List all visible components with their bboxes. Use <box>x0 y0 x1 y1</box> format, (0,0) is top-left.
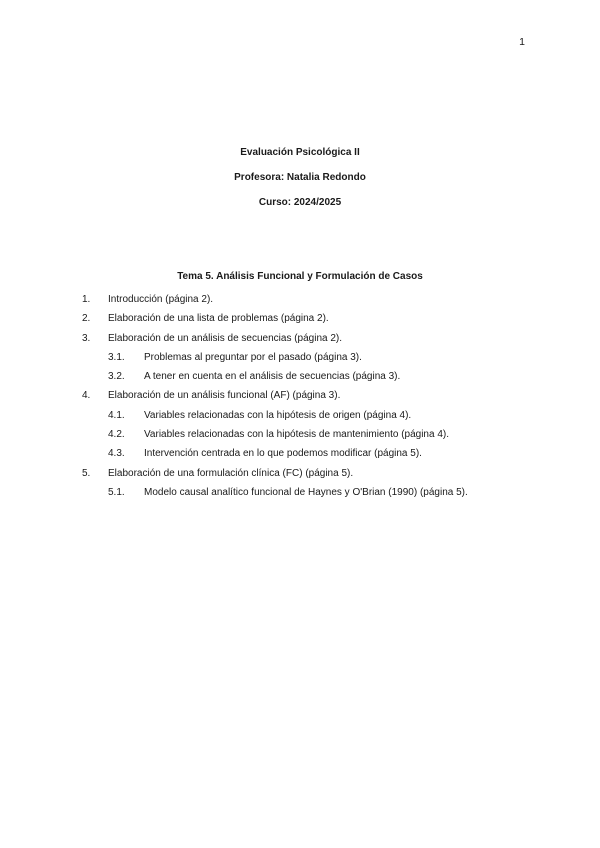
toc-item-text: Variables relacionadas con la hipótesis de mantenimiento (página 4). <box>144 429 449 441</box>
toc-item-number: 3.1. <box>108 351 125 363</box>
subject-title: Evaluación Psicológica II <box>240 147 360 158</box>
toc-item <box>0 312 600 331</box>
toc-item-text: Problemas al preguntar por el pasado (página 3). <box>144 351 362 363</box>
toc-item-number: 5. <box>82 467 91 479</box>
toc-subitem <box>0 409 600 428</box>
toc-item <box>0 389 600 408</box>
toc-item-number: 2. <box>82 313 91 325</box>
table-of-contents <box>0 293 600 505</box>
toc-subitem <box>0 447 600 466</box>
professor-line: Profesora: Natalia Redondo <box>234 172 366 183</box>
toc-item-text: Elaboración de una formulación clínica (FC) (página 5). <box>108 467 354 479</box>
toc-item-number: 3. <box>82 332 91 344</box>
toc-item-number: 4.1. <box>108 409 125 421</box>
toc-item-text: Introducción (página 2). <box>108 294 214 305</box>
page-number: 1 <box>519 36 525 48</box>
toc-title: Tema 5. Análisis Funcional y Formulación de Casos <box>177 271 423 282</box>
toc-item-number: 4.3. <box>108 448 125 460</box>
toc-item-text: Elaboración de un análisis de secuencias (página 2). <box>108 332 343 344</box>
toc-item-text: A tener en cuenta en el análisis de secuencias (página 3). <box>144 371 401 383</box>
toc-item-number: 3.2. <box>108 371 125 383</box>
toc-subitem <box>0 486 600 505</box>
toc-subitem <box>0 370 600 389</box>
toc-item-text: Variables relacionadas con la hipótesis de origen (página 4). <box>144 409 412 421</box>
document-header <box>0 146 600 221</box>
toc-subitem <box>0 428 600 447</box>
toc-item-text: Modelo causal analítico funcional de Haynes y O'Brian (1990) (página 5). <box>144 486 468 498</box>
toc-item-text: Elaboración de un análisis funcional (AF) (página 3). <box>108 390 341 402</box>
toc-item <box>0 332 600 351</box>
course-line: Curso: 2024/2025 <box>258 197 342 208</box>
toc-item-number: 4. <box>82 390 91 402</box>
toc-item-text: Elaboración de una lista de problemas (página 2). <box>108 313 329 325</box>
toc-item-number: 4.2. <box>108 429 125 441</box>
toc-item <box>0 467 600 486</box>
toc-subitem <box>0 351 600 370</box>
toc-item-number: 5.1. <box>108 486 125 498</box>
toc-item-number: 1. <box>82 294 91 305</box>
toc-item-text: Intervención centrada en lo que podemos modificar (página 5). <box>144 448 422 460</box>
toc-item <box>0 293 600 312</box>
